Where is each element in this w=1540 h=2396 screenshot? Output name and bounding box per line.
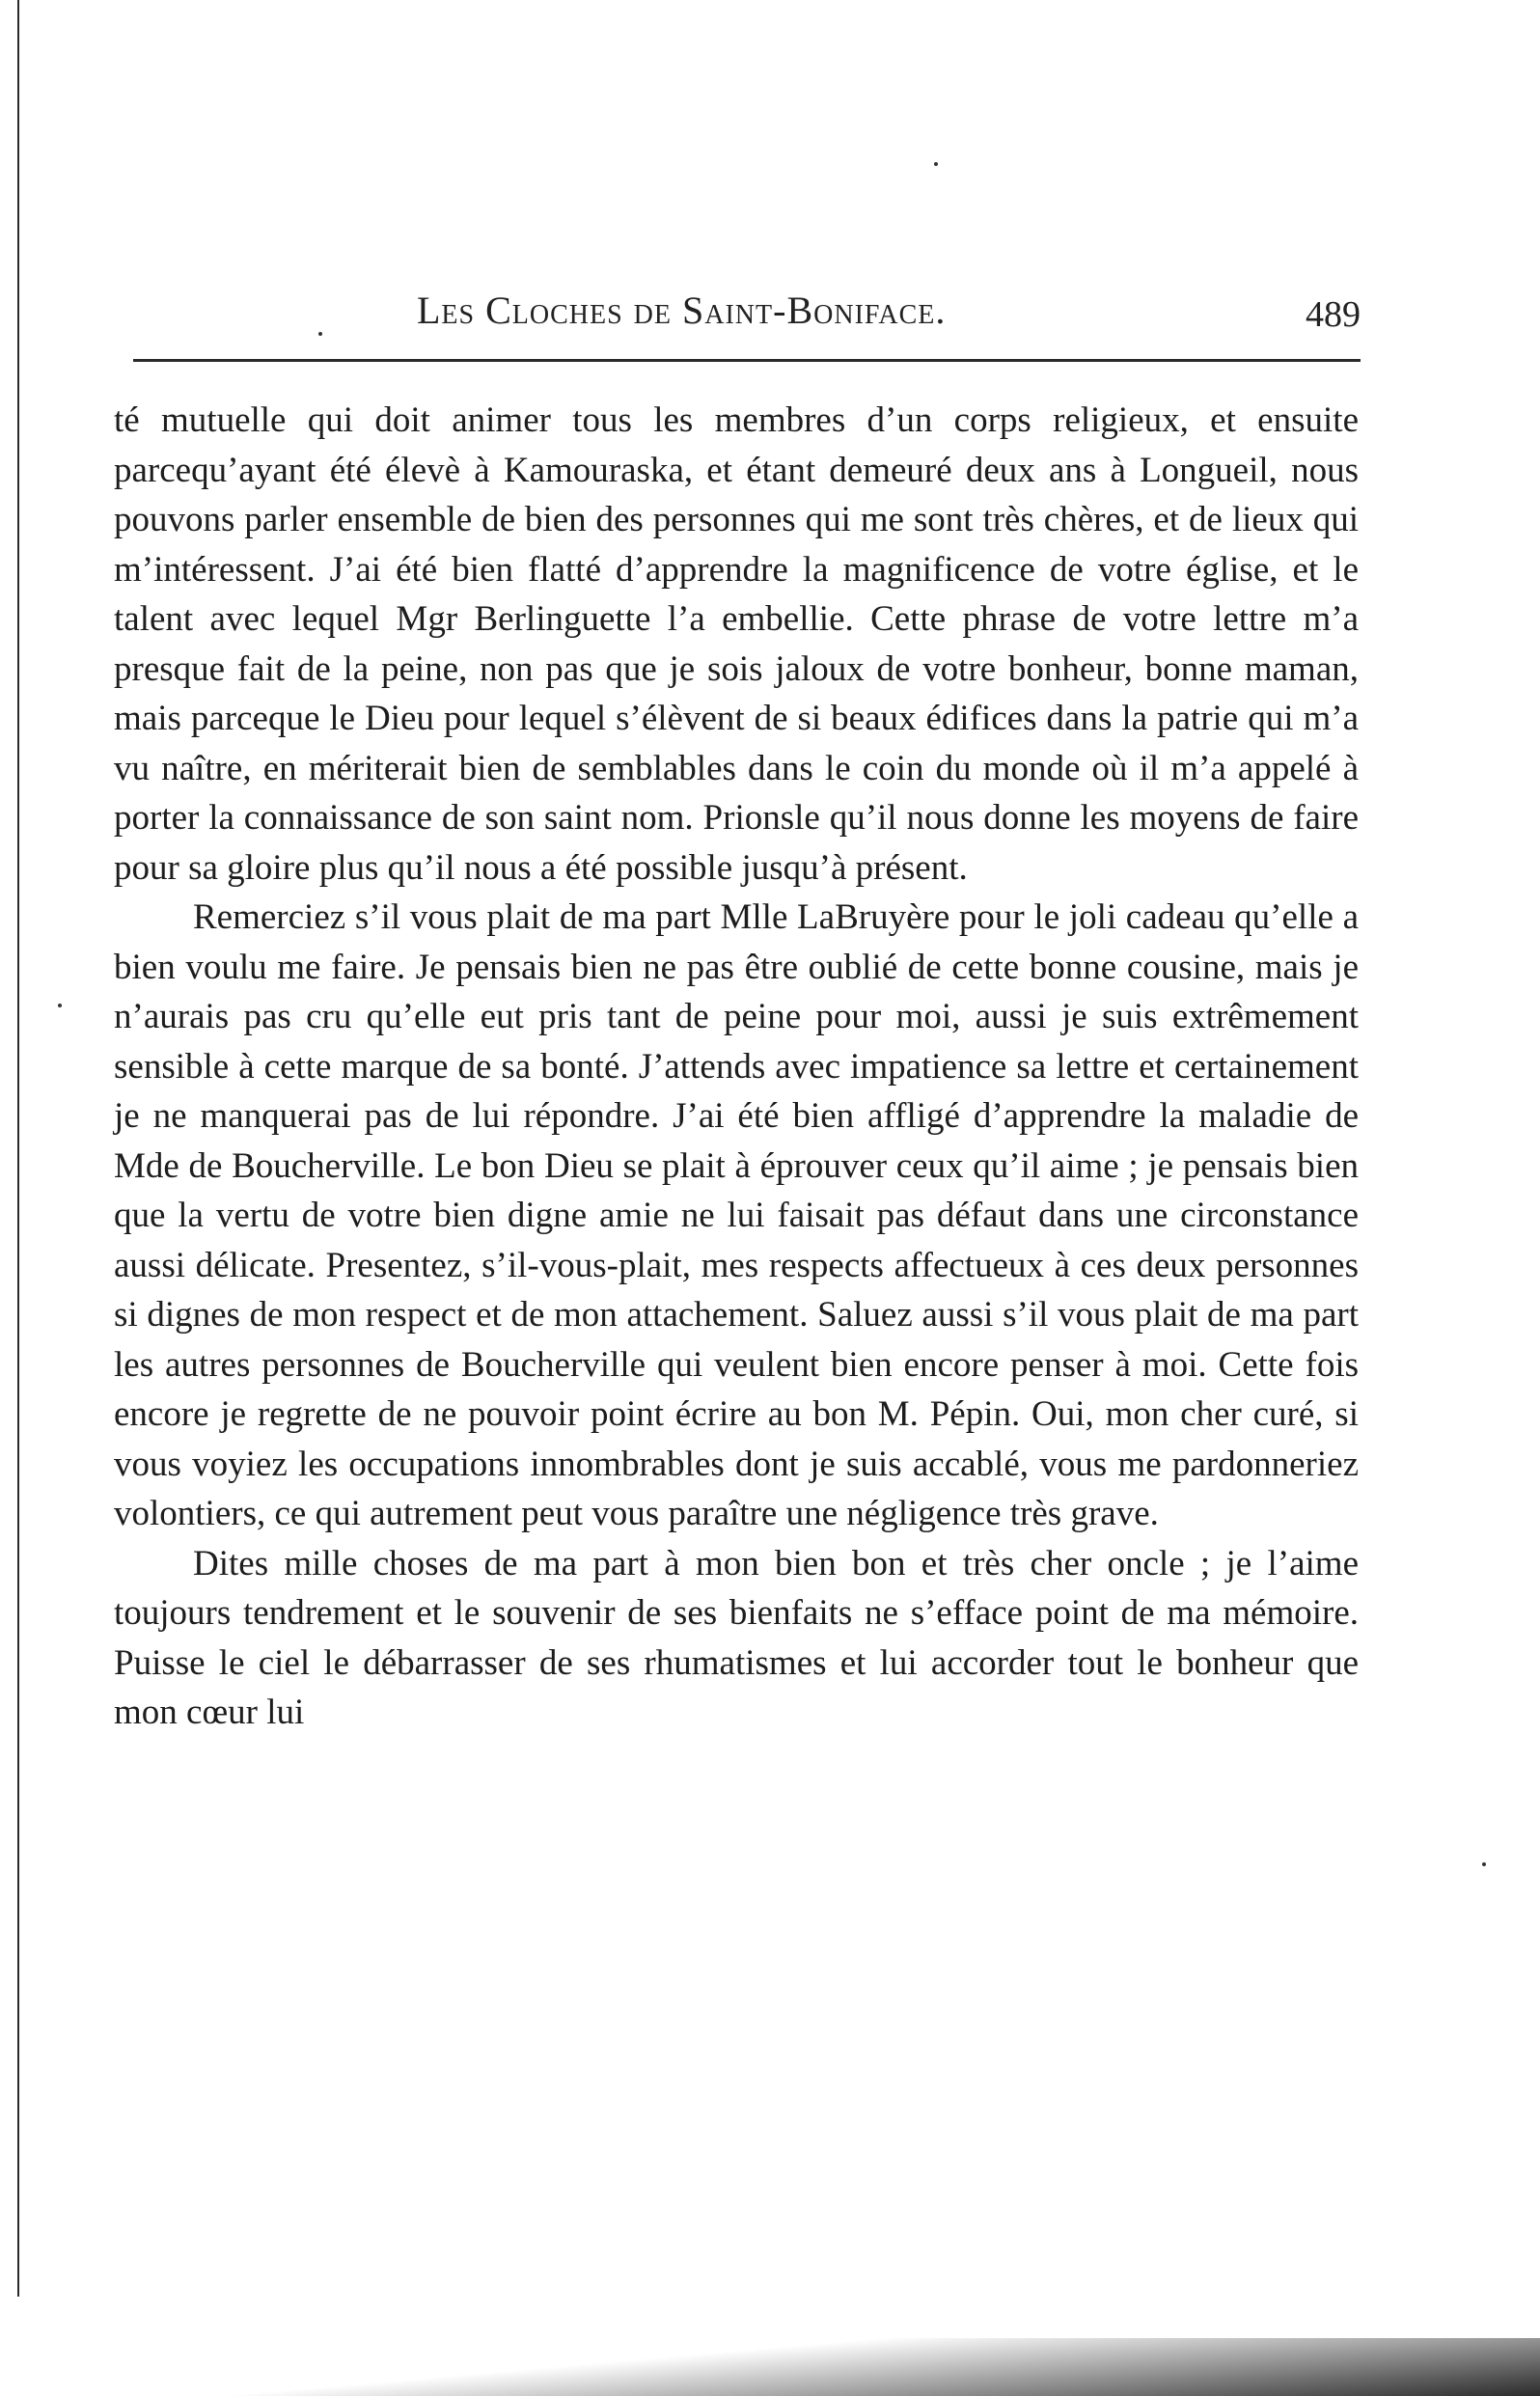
ink-speck	[934, 162, 938, 166]
page-header	[116, 288, 1361, 345]
paragraph-1: té mutuelle qui doit animer tous les membres d’un corps religieux, et ensuite parcequ’ayant été élevè à Kamouraska, et étant demeuré deux ans à Longueil, nous pouvons parler ensemble de bien des personnes qui me sont très chères, et de lieux qui m’intéressent. J’ai été bien flatté d’apprendre la magnificence de votre église, et le talent avec lequel Mgr Berlinguette l’a embellie. Cette phrase de votre lettre m’a presque fait de la peine, non pas que je sois jaloux de votre bonheur, bonne maman, mais parceque le Dieu pour lequel s’élèvent de si beaux édifices dans la patrie qui m’a vu naître, en mériterait bien de semblables dans le coin du monde où il m’a appelé à porter la connaissance de son saint nom. Prionsle qu’il nous donne les moyens de faire pour sa gloire plus qu’il nous a été possible jusqu’à présent.	[114, 400, 1359, 888]
ink-speck	[1482, 1862, 1486, 1866]
running-title: Les Cloches de Saint-Boniface.	[417, 289, 947, 332]
binding-edge	[17, 0, 19, 2297]
page-number: 489	[1306, 294, 1361, 335]
paragraph-2: Remerciez s’il vous plait de ma part Mlle LaBruyère pour le joli cadeau qu’elle a bien voulu me faire. Je pensais bien ne pas être oublié de cette bonne cousine, mais je n’aurais pas cru qu’elle eut pris tant de peine pour moi, aussi je suis extrêmement sensible à cette marque de sa bonté. J’attends avec impatience sa lettre et certainement je ne manquerai pas de lui répondre. J’ai été bien affligé d’apprendre la maladie de Mde de Boucherville. Le bon Dieu se plait à éprouver ceux qu’il aime ; je pensais bien que la vertu de votre bien digne amie ne lui faisait pas défaut dans une circonstance aussi délicate. Presentez, s’il-vous-plait, mes respects affectueux à ces deux personnes si dignes de mon respect et de mon attachement. Saluez aussi s’il vous plait de ma part les autres personnes de Boucherville qui veulent bien encore penser à moi. Cette fois encore je regrette de ne pouvoir point écrire au bon M. Pépin. Oui, mon cher curé, si vous voyiez les occupations innombrables dont je suis accablé, vous me pardonneriez volontiers, ce qui autrement peut vous paraître une négligence très grave.	[114, 897, 1359, 1533]
ink-speck	[318, 332, 322, 336]
header-rule	[133, 359, 1361, 362]
paragraph-3: Dites mille choses de ma part à mon bien bon et très cher oncle ; je l’aime toujours tendrement et le souvenir de ses bienfaits ne s’efface point de ma mémoire. Puisse le ciel le débarrasser de ses rhumatismes et lui accorder tout le bonheur que mon cœur lui	[114, 1543, 1359, 1732]
body-text	[114, 396, 1359, 1738]
ink-speck	[58, 1004, 62, 1007]
scan-shadow	[0, 2338, 1540, 2396]
